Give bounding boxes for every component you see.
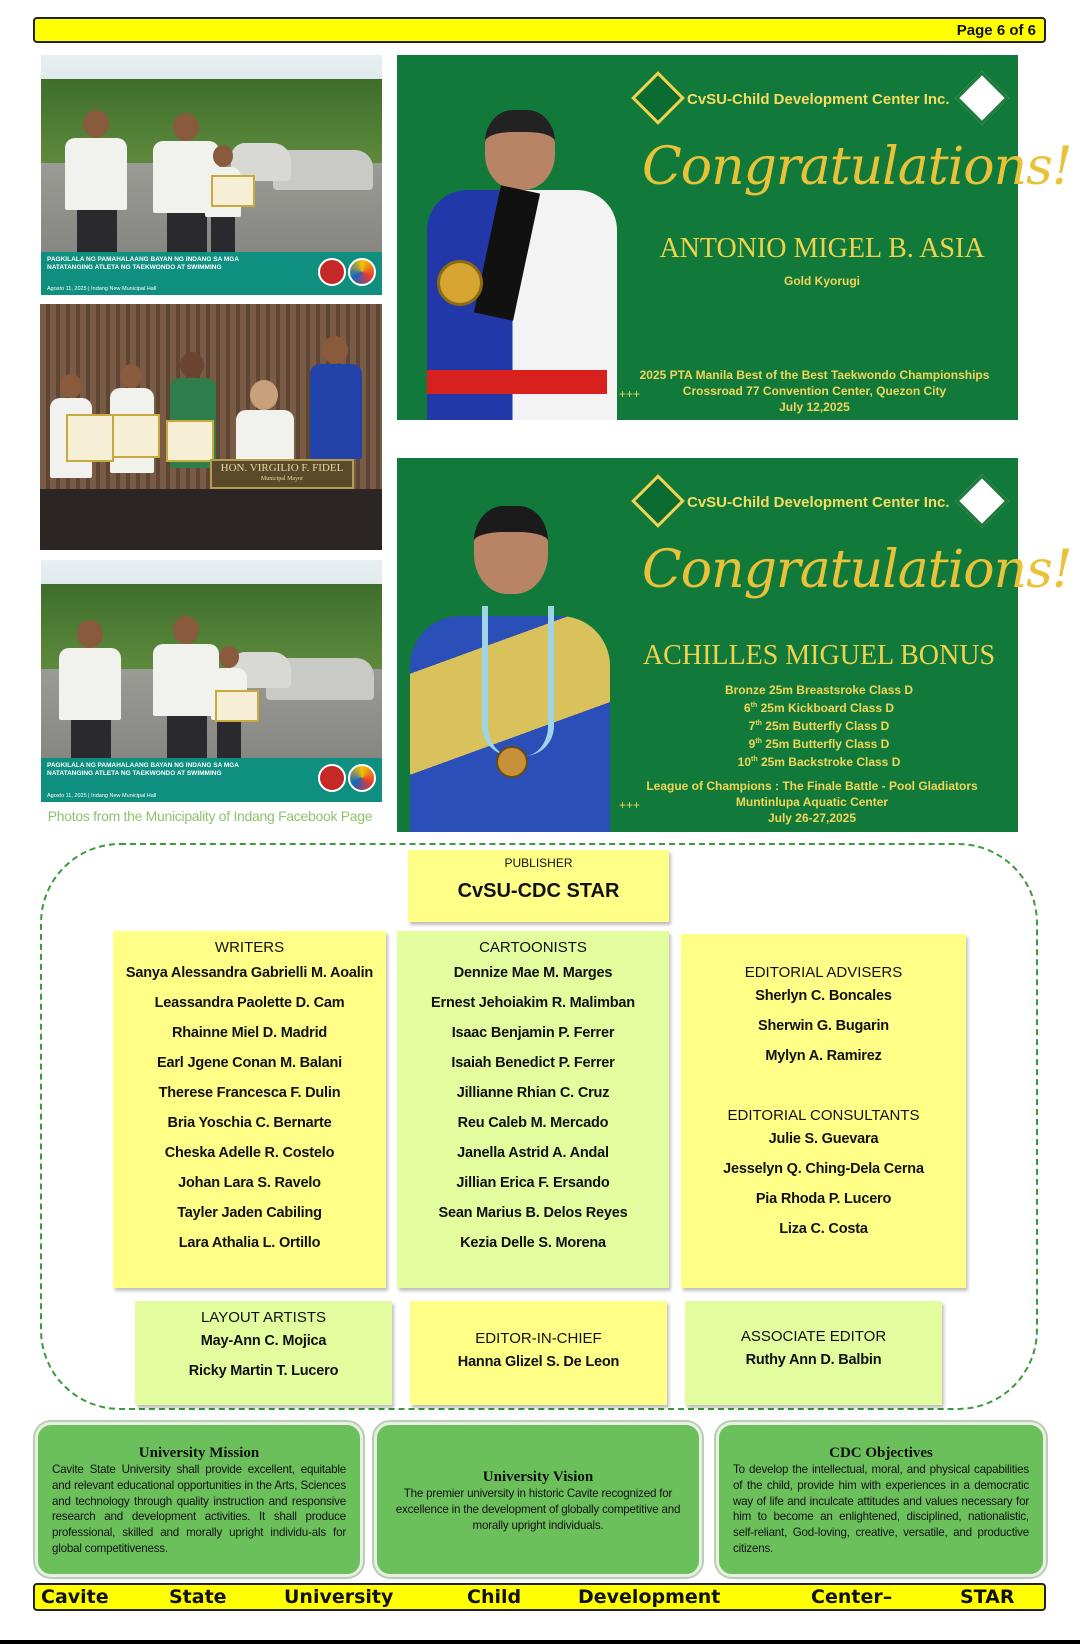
writer-name: Rhainne Miel D. Madrid [171,1025,328,1041]
cartoonist-name: Dennize Mae M. Marges [453,965,613,981]
footer-word: State [169,1586,227,1608]
cartoonists-label: CARTOONISTS [479,939,587,956]
page-header-bar [33,17,1046,43]
writer-name: Sanya Alessandra Gabrielli M. Aoalin [125,965,374,981]
editorial-advisers-box [681,934,966,1288]
footer-word: Cavite [41,1586,109,1608]
athlete-photo-swimming [402,506,617,832]
cartoonist-name: Sean Marius B. Delos Reyes [438,1205,628,1221]
objectives-text: To develop the intellectual, moral, and physical capabilities of the child, provide him with experiences in a democratic way of life and inculcate attitudes and values necessary for him to become an enlightened, disciplined, nationalistic, self-reliant, God-loving, creative, versatile, and productive citizens. [733,1463,1029,1555]
mayor-nameplate: HON. VIRGILIO F. FIDEL Municipal Mayor [210,459,354,489]
editor-in-chief-box [410,1301,667,1405]
writer-name: Cheska Adelle R. Costelo [164,1145,335,1161]
university-mission-panel [35,1422,363,1577]
cvsu-logo-icon [955,71,1009,125]
photo-caption-band: PAGKILALA NG PAMAHALAANG BAYAN NG INDANG SA MGA NATATANGING ATLETA NG TAEKWONDO AT SWIMMING Agosto 11, 2025 | Indang New Municipal Hall [41,758,382,802]
writers-label: WRITERS [214,939,285,956]
photo-credit: Photos from the Municipality of Indang Facebook Page [47,808,373,824]
award-item: 9th 25m Butterfly Class D [748,737,890,751]
cdc-objectives-panel [716,1422,1046,1577]
publisher-label: PUBLISHER [504,856,573,870]
adviser-name: Mylyn A. Ramirez [765,1048,882,1064]
advisers-label: EDITORIAL ADVISERS [744,964,903,981]
writer-name: Johan Lara S. Ravelo [178,1175,321,1191]
university-vision-panel [374,1422,702,1577]
layout-artist-name: Ricky Martin T. Lucero [188,1363,339,1379]
footer-word: Child [467,1586,522,1608]
writer-name: Leassandra Paolette D. Cam [154,995,345,1011]
consultant-name: Julie S. Guevara [768,1131,879,1147]
photo-mayor-office [40,304,382,550]
footer-word: University [284,1586,394,1608]
page-bottom-rule [0,1640,1080,1644]
cartoonist-name: Isaac Benjamin P. Ferrer [451,1025,615,1041]
congratulations-heading: Congratulations! [642,540,1072,600]
card-brand: CvSU-Child Development Center Inc. [687,91,950,108]
awardee-name: ANTONIO MIGEL B. ASIA [659,233,985,264]
editor-in-chief-label: EDITOR-IN-CHIEF [475,1330,602,1347]
layout-artist-name: May-Ann C. Mojica [200,1333,327,1349]
writer-name: Lara Athalia L. Ortillo [178,1235,321,1251]
writer-name: Tayler Jaden Cabiling [177,1205,322,1221]
page-number: Page 6 of 6 [956,22,1036,39]
award-item: 7th 25m Butterfly Class D [748,719,890,733]
awardee-name: ACHILLES MIGUEL BONUS [642,640,996,671]
objectives-title: CDC Objectives [829,1445,933,1461]
mission-title: University Mission [138,1445,260,1461]
municipal-seal-icon [318,258,346,286]
congratulations-card-bonus [397,458,1072,832]
mission-text: Cavite State University shall provide excellent, equitable and relevant educational opportunities in the Arts, Sciences and technology through quality instruction and responsive research and development activities. It shall produce professional, skilled and morally upright individu-als for global competitiveness. [52,1463,346,1555]
vision-title: University Vision [482,1469,594,1485]
cartoonist-name: Janella Astrid A. Andal [457,1145,609,1161]
writer-name: Bria Yoschia C. Bernarte [167,1115,332,1131]
associate-editor-name: Ruthy Ann D. Balbin [745,1352,882,1368]
adviser-name: Sherlyn C. Boncales [755,988,892,1004]
award-item: 6th 25m Kickboard Class D [743,701,895,715]
cartoonist-name: Isaiah Benedict P. Ferrer [451,1055,615,1071]
cartoonist-name: Jillian Erica F. Ersando [456,1175,610,1191]
bagong-pilipinas-logo-icon [348,258,376,286]
award-title: Gold Kyorugi [784,274,860,288]
vision-text: The premier university in historic Cavite recognized for excellence in the development of globally competitive and morally upright individuals. [395,1487,681,1532]
event-details: League of Champions : The Finale Battle - Pool Gladiators Muntinlupa Aquatic Center July 26-27,2025 [646,779,978,825]
associate-editor-label: ASSOCIATE EDITOR [740,1328,887,1345]
cartoonist-name: Jillianne Rhian C. Cruz [456,1085,610,1101]
cartoonists-box [397,931,669,1288]
publisher-name: CvSU-CDC STAR [457,880,620,902]
footer-word: STAR [960,1586,1015,1608]
consultant-name: Jesselyn Q. Ching-Dela Cerna [723,1161,924,1177]
consultant-name: Liza C. Costa [779,1221,868,1237]
bagong-pilipinas-logo-icon [348,764,376,792]
associate-editor-box [685,1301,942,1405]
cartoonist-name: Ernest Jehoiakim R. Malimban [431,995,635,1011]
layout-artists-box [135,1301,392,1405]
plus-decoration: +++ [619,387,641,401]
photo-award-ceremony-1 [41,55,382,295]
consultant-name: Pia Rhoda P. Lucero [755,1191,892,1207]
consultants-label: EDITORIAL CONSULTANTS [727,1107,920,1124]
cvsu-logo-icon [955,474,1009,528]
event-details: 2025 PTA Manila Best of the Best Taekwondo Championships Crossroad 77 Convention Center, Quezon City July 12,2025 [639,368,990,414]
cartoonist-name: Reu Caleb M. Mercado [457,1115,609,1131]
municipal-seal-icon [318,764,346,792]
footer-banner [33,1583,1046,1611]
cartoonist-name: Kezia Delle S. Morena [460,1235,606,1251]
publisher-box [408,850,669,922]
award-list [619,680,1019,770]
writer-name: Therese Francesca F. Dulin [158,1085,341,1101]
writer-name: Earl Jgene Conan M. Balani [157,1055,342,1071]
athlete-photo-taekwondo [407,110,632,420]
footer-word: Center– [811,1586,893,1608]
cdc-logo-icon [631,474,685,528]
layout-artists-label: LAYOUT ARTISTS [200,1309,327,1326]
card-brand: CvSU-Child Development Center Inc. [687,494,950,511]
cdc-logo-icon [631,71,685,125]
award-item: 10th 25m Backstroke Class D [737,755,901,769]
footer-word: Development [578,1586,721,1608]
photo-award-ceremony-2 [41,560,382,802]
plus-decoration: +++ [619,798,641,812]
congratulations-card-asia [397,55,1072,420]
photo-caption-band: PAGKILALA NG PAMAHALAANG BAYAN NG INDANG SA MGA NATATANGING ATLETA NG TAEKWONDO AT SWIMMING Agosto 11, 2025 | Indang New Municipal Hall [41,252,382,295]
congratulations-heading: Congratulations! [642,137,1072,197]
editor-in-chief-name: Hanna Glizel S. De Leon [457,1354,620,1370]
adviser-name: Sherwin G. Bugarin [758,1018,889,1034]
writers-box [113,931,386,1288]
award-item: Bronze 25m Breastsroke Class D [724,683,914,697]
